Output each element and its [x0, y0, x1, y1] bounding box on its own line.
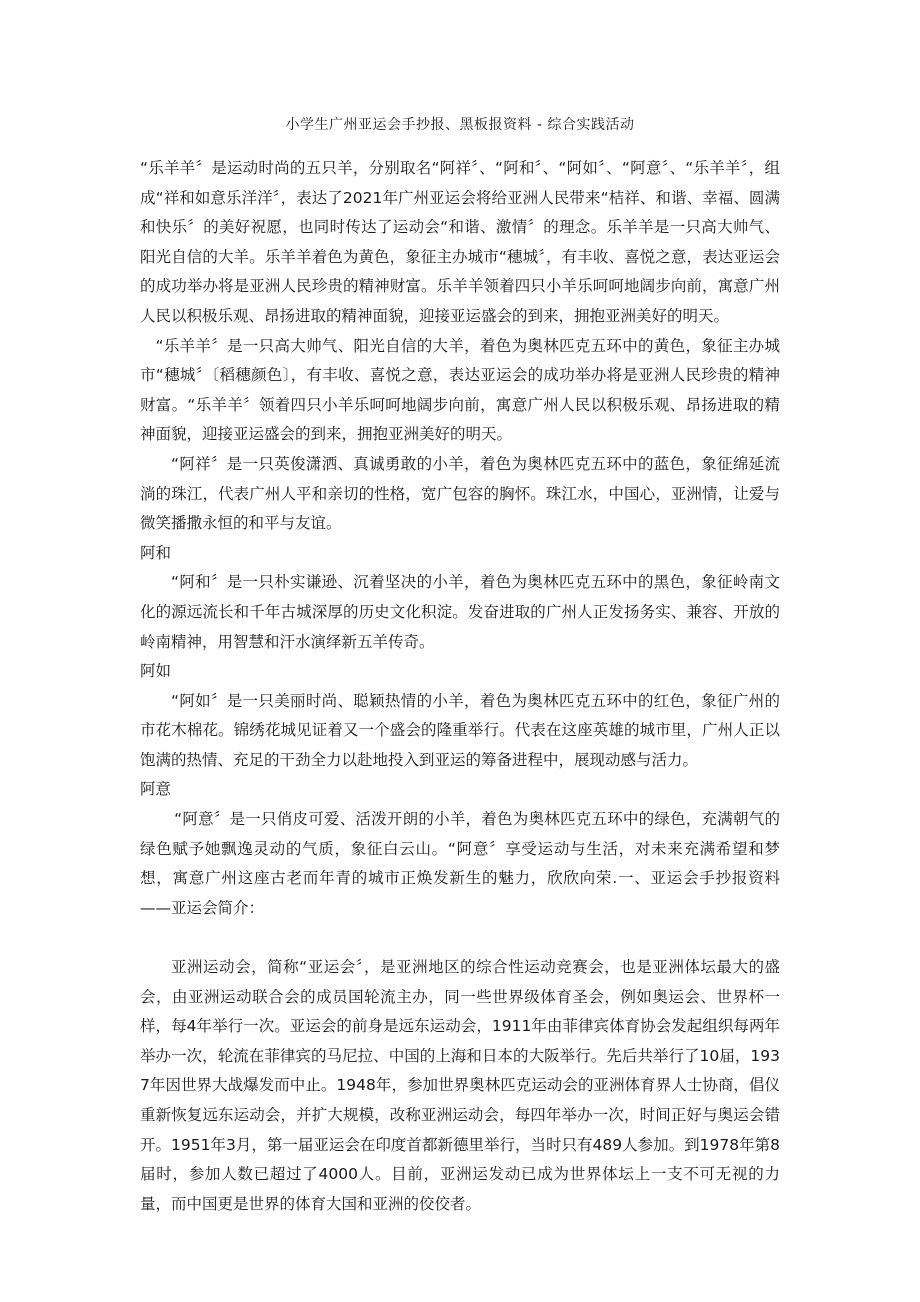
paragraph-leyangyang: “乐羊羊〞是一只高大帅气、阳光自信的大羊，着色为奥林匹克五环中的黄色，象征主办城市“穗城〞〔稻穗颜色〕，有丰收、喜悦之意，表达亚运会的成功举办将是亚洲人民珍贵的精神财富。“乐羊羊〞领着四只小羊乐呵呵地阔步向前，寓意广州人民以积极乐观、昂扬进取的精神面貌，迎接亚运盛会的到来，拥抱亚洲美好的明天。	[140, 336, 780, 444]
paragraph-ahe: “阿和〞是一只朴实谦逊、沉着坚决的小羊，着色为奥林匹克五环中的黑色，象征岭南文化的源远流长和千年古城深厚的历史文化积淀。发奋进取的广州人正发扬务实、兼容、开放的岭南精神，用智慧和汗水演绎新五羊传奇。	[140, 573, 780, 651]
heading-ahe: 阿和	[140, 543, 172, 562]
paragraph-asian-games-intro: 亚洲运动会，简称“亚运会〞，是亚洲地区的综合性运动竞赛会，也是亚洲体坛最大的盛会，由亚洲运动联合会的成员国轮流主办，同一些世界级体育圣会，例如奥运会、世界杯一样，每4年举行一次。亚运会的前身是远东运动会，1911年由菲律宾体育协会发起组织每两年举办一次，轮流在菲律宾的马尼拉、中国的上海和日本的大阪举行。先后共举行了10届，1937年因世界大战爆发而中止。1948年，参加世界奥林匹克运动会的亚洲体育界人士协商，倡仪重新恢复远东运动会，并扩大规模，改称亚洲运动会，每四年举办一次，时间正好与奥运会错开。1951年3月，第一届亚运会在印度首都新德里举行，当时只有489人参加。到1978年第8届时，参加人数已超过了4000人。目前，亚洲运发动已成为世界体坛上一支不可无视的力量，而中国更是世界的体育大国和亚洲的佼佼者。	[140, 958, 780, 1213]
document-body	[140, 154, 780, 1219]
paragraph-ayi: “阿意〞是一只俏皮可爱、活泼开朗的小羊，着色为奥林匹克五环中的绿色，充满朝气的绿色赋予她飘逸灵动的气质，象征白云山。“阿意〞享受运动与生活，对未来充满希望和梦想，寓意广州这座古老而年青的城市正焕发新生的魅力，欣欣向荣.一、亚运会手抄报资料——亚运会简介：	[140, 810, 780, 917]
document-title: 小学生广州亚运会手抄报、黑板报资料 - 综合实践活动	[285, 117, 635, 133]
paragraph-spacer	[140, 923, 780, 953]
heading-aru: 阿如	[140, 662, 172, 681]
paragraph-intro: “乐羊羊〞是运动时尚的五只羊，分别取名“阿祥〞、“阿和〞、“阿如〞、“阿意〞、“乐羊羊〞，组成“祥和如意乐洋洋〞，表达了2021年广州亚运会将给亚洲人民带来“桔祥、和谐、幸福、圆满和快乐〞的美好祝愿，也同时传达了运动会“和谐、激情〞的理念。乐羊羊是一只高大帅气、阳光自信的大羊。乐羊羊着色为黄色，象征主办城市“穗城〞，有丰收、喜悦之意，表达亚运会的成功举办将是亚洲人民珍贵的精神财富。乐羊羊领着四只小羊乐呵呵地阔步向前，寓意广州人民以积极乐观、昂扬进取的精神面貌，迎接亚运盛会的到来，拥抱亚洲美好的明天。	[140, 159, 780, 325]
heading-ayi: 阿意	[140, 780, 172, 799]
paragraph-aru: “阿如〞是一只美丽时尚、聪颖热情的小羊，着色为奥林匹克五环中的红色，象征广州的市花木棉花。锦绣花城见证着又一个盛会的隆重举行。代表在这座英雄的城市里，广州人正以饱满的热情、充足的干劲全力以赴地投入到亚运的筹备进程中，展现动感与活力。	[140, 691, 780, 769]
paragraph-axiang: “阿祥〞是一只英俊潇洒、真诚勇敢的小羊，着色为奥林匹克五环中的蓝色，象征绵延流淌的珠江，代表广州人平和亲切的性格，宽广包容的胸怀。珠江水，中国心，亚洲情，让爱与微笑播撒永恒的和平与友谊。	[140, 454, 780, 533]
